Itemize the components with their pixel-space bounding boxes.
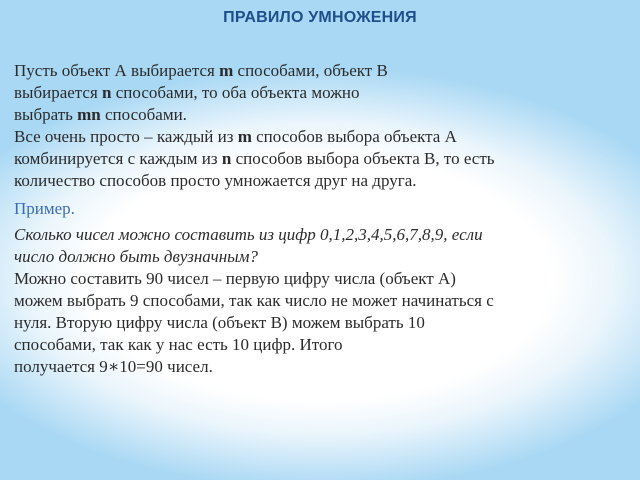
answer-line-2: можем выбрать 9 способами, так как число не может начинаться с: [14, 291, 494, 310]
explain-line-2: [14, 148, 629, 170]
explain-text: способов выбора объекта А: [251, 127, 457, 146]
answer-line-4: способами, так как у нас есть 10 цифр. Итого: [14, 335, 343, 354]
example-answer: [14, 268, 629, 378]
rule-line-2: [14, 82, 629, 104]
rule-text: Пусть объект А выбирается: [14, 61, 220, 80]
rule-text: способами, объект В: [233, 61, 388, 80]
rule-text: выбрать: [14, 105, 78, 124]
answer-line-5: получается 9∗10=90 чисел.: [14, 357, 213, 376]
rule-line-1: [14, 60, 629, 82]
slide-content: [14, 60, 629, 378]
answer-line-3: нуля. Вторую цифру числа (объект В) можем выбрать 10: [14, 313, 425, 332]
example-label: Пример.: [14, 199, 75, 218]
explain-line-1: [14, 126, 629, 148]
slide-title: ПРАВИЛО УМНОЖЕНИЯ: [223, 9, 417, 26]
rule-text: способами, то оба объекта можно: [111, 83, 360, 102]
explain-text: Все очень просто – каждый из: [14, 127, 238, 146]
question-line-1: Сколько чисел можно составить из цифр 0,1,2,3,4,5,6,7,8,9, если: [14, 225, 483, 244]
answer-line-1: Можно составить 90 чисел – первую цифру числа (объект А): [14, 269, 456, 288]
variable-n: n: [221, 149, 232, 168]
variable-mn: mn: [77, 105, 101, 124]
explain-text: комбинируется с каждым из: [14, 149, 222, 168]
question-line-2: число должно быть двузначным?: [14, 247, 258, 266]
rule-line-3: [14, 104, 629, 126]
rule-paragraph: [14, 60, 629, 126]
variable-n: n: [102, 83, 112, 102]
explain-paragraph: [14, 126, 629, 192]
example-question: [14, 224, 629, 268]
rule-text: выбирается: [14, 83, 103, 102]
explain-text: способов выбора объекта В, то есть: [231, 149, 495, 168]
variable-m: m: [219, 61, 234, 80]
rule-text: способами.: [100, 105, 187, 124]
explain-line-3: количество способов просто умножается друг на друга.: [14, 171, 417, 190]
variable-m: m: [237, 127, 252, 146]
